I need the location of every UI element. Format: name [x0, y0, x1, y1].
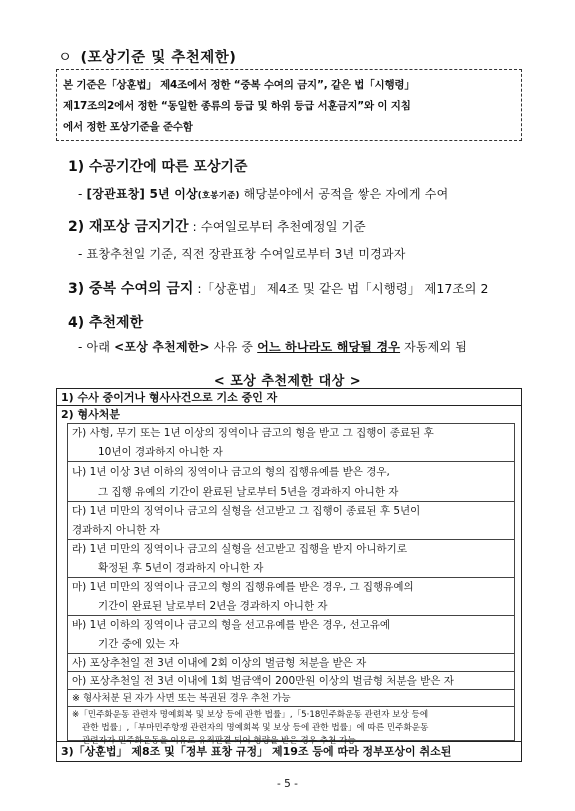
item-line: 경과하지 아니한 자 [72, 524, 160, 536]
item-line: 마) 1년 미만의 징역이나 금고의 형의 집행유예를 받은 경우, 그 집행유예의 [72, 581, 414, 593]
restriction-table [56, 388, 522, 762]
item-line: 그 집행 유예의 기간이 완료된 날로부터 5년을 경과하지 아니한 자 [98, 486, 399, 498]
table-item-a [67, 671, 515, 689]
item-line: 기간이 완료된 날로부터 2년을 경과하지 아니한 자 [98, 600, 328, 612]
note-democracy [67, 706, 515, 746]
years-text: 5년 이상 [145, 187, 198, 201]
page-number: - 5 - [277, 778, 298, 790]
section-2-title-bold: 2) 재포상 금지기간 [68, 219, 189, 235]
table-row-3: 3)「상훈법」 제8조 및「정부 표창 규정」 제19조 등에 따라 정부포상이 취소된 [57, 741, 521, 761]
table-title: < 포상 추천제한 대상 > [213, 374, 362, 389]
table-item-sa [67, 653, 515, 671]
table-item-ga [67, 423, 515, 461]
item-line: 나) 1년 이상 3년 이하의 징역이나 금고의 형의 집행유예를 받은 경우, [72, 466, 390, 478]
section-4-suffix: 자동제외 됨 [400, 340, 468, 354]
table-item-ba [67, 615, 515, 653]
intro-line-2: 제17조의2에서 정한 “동일한 종류의 등급 및 하위 등급 서훈금지”와 이 지침 [63, 100, 411, 112]
section-1-line [78, 185, 448, 202]
item-line: 다) 1년 미만의 징역이나 금고의 실형을 선고받고 그 집행이 종료된 후 5년이 [72, 505, 421, 517]
award-type: [장관표창] [86, 187, 146, 201]
dash: - [78, 187, 87, 201]
intro-line-1: 본 기준은「상훈법」 제4조에서 정한 “중복 수여의 금지”, 같은 법「시행령」 [63, 79, 415, 91]
table-item-ma [67, 577, 515, 615]
note-line: ※ 형사처분 된 자가 사면 또는 복권된 경우 추천 가능 [72, 693, 291, 704]
section-2-line: - 표창추천일 기준, 직전 장관표창 수여일로부터 3년 미경과자 [78, 247, 406, 261]
item-line: 바) 1년 이하의 징역이나 금고의 형을 선고유예를 받은 경우, 선고유예 [72, 619, 391, 631]
note-pardon [67, 689, 515, 706]
intro-box [56, 69, 522, 141]
section-3-title [68, 278, 488, 298]
section-4-line [78, 338, 467, 355]
item-line: 10년이 경과하지 아니한 자 [98, 446, 223, 458]
heading-bullet: ㅇ [58, 50, 73, 66]
section-1-title: 1) 수공기간에 따른 포상기준 [68, 159, 248, 175]
item-line: 기간 중에 있는 자 [98, 638, 180, 650]
item-line: 확정된 후 5년이 경과하지 아니한 자 [98, 562, 264, 574]
note-line: 관련자가 민주화운동을 이유로 유죄판결 되어 형량을 받은 경우 추천 가능 [82, 736, 356, 746]
section-3-title-rest: :「상훈법」 제4조 및 같은 법「시행령」 제17조의 2 [193, 281, 489, 296]
table-row-2: 2) 형사처분 [61, 408, 121, 421]
item-line: 라) 1년 미만의 징역이나 금고의 실형을 선고받고 집행을 받지 아니하기로 [72, 543, 407, 555]
intro-line-3: 에서 정한 포상기준을 준수함 [63, 121, 193, 133]
section-heading [58, 46, 236, 67]
item-line: 아) 포상추천일 전 3년 이내에 1회 벌금액이 200만원 이상의 벌금형 처분을 받은 자 [72, 675, 454, 687]
section-2-title [68, 216, 366, 236]
section-2-title-rest: : 수여일로부터 추천예정일 기준 [188, 219, 366, 234]
table-row-1: 1) 수사 중이거나 형사사건으로 기소 중인 자 [57, 389, 521, 406]
heading-text: (포상기준 및 추천제한) [80, 50, 237, 66]
section-4-title: 4) 추천제한 [68, 315, 144, 331]
table-item-na [67, 461, 515, 501]
item-line: 가) 사형, 무기 또는 1년 이상의 징역이나 금고의 형을 받고 그 집행이 종료된 후 [72, 427, 434, 439]
condition-underlined: 어느 하나라도 해당될 경우 [257, 340, 401, 354]
pay-grade-note: (호봉기준) [197, 191, 240, 201]
table-item-ra [67, 539, 515, 577]
section-4-prefix: - 아래 [78, 340, 115, 354]
item-line: 사) 포상추천일 전 3년 이내에 2회 이상의 벌금형 처분을 받은 자 [72, 657, 367, 669]
table-item-da [67, 501, 515, 539]
restriction-label: <포상 추천제한> [114, 340, 210, 354]
section-4-mid: 사유 중 [209, 340, 258, 354]
section-1-rest: 해당분야에서 공적을 쌓은 자에게 수여 [239, 187, 449, 201]
section-3-title-bold: 3) 중복 수여의 금지 [68, 281, 194, 297]
note-line: ※「민주화운동 관련자 명예회복 및 보상 등에 관한 법률」,「5·18민주화운동 관련자 보상 등에 [72, 710, 429, 720]
note-line: 관한 법률」,「부마민주항쟁 관련자의 명예회복 및 보상 등에 관한 법률」에 따른 민주화운동 [82, 723, 429, 733]
